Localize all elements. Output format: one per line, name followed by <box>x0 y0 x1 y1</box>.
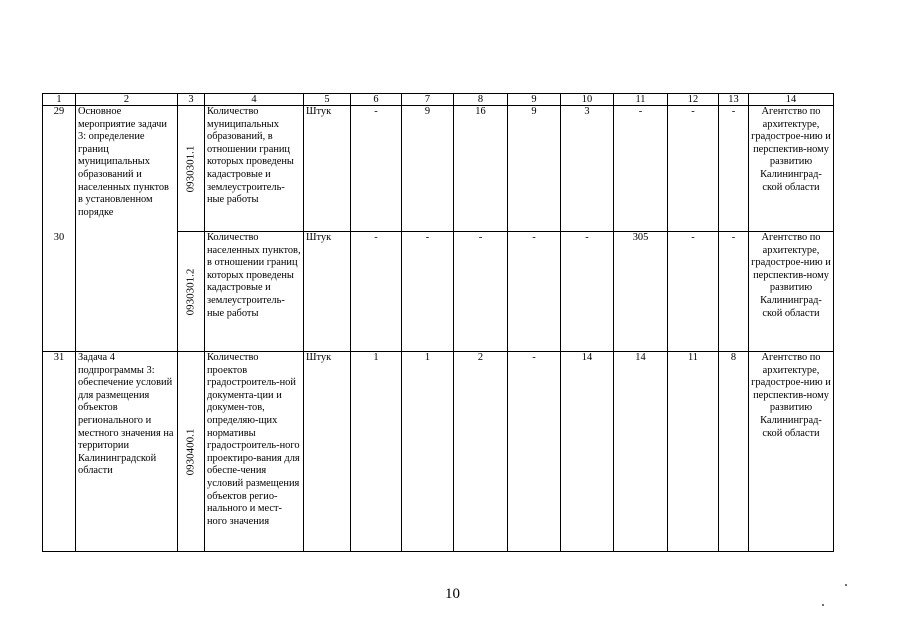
value-cell: 305 <box>614 232 668 352</box>
value-cell: 14 <box>561 352 614 552</box>
header-cell: 7 <box>402 94 454 106</box>
value-cell: - <box>402 232 454 352</box>
indicator-cell: Количество проектов градостроитель-ной документа-ции и докумен-тов, определяю-щих нормативы градостроитель-ного проектиро-вания для обеспе-чения условий размещения объектов регио-нального и мест-ного значения <box>205 352 304 552</box>
value-cell: 14 <box>614 352 668 552</box>
scan-speck <box>822 604 824 606</box>
header-cell: 2 <box>76 94 178 106</box>
header-cell: 8 <box>454 94 508 106</box>
value-cell: 3 <box>561 106 614 232</box>
scan-speck <box>845 584 847 586</box>
header-cell: 11 <box>614 94 668 106</box>
header-cell: 1 <box>43 94 76 106</box>
code-cell <box>178 352 205 552</box>
row-number-cell <box>43 106 76 352</box>
value-cell: - <box>668 106 719 232</box>
header-cell: 5 <box>304 94 351 106</box>
value-cell: - <box>719 232 749 352</box>
row-number: 30 <box>53 232 65 243</box>
row-number: 31 <box>43 352 76 552</box>
value-cell: 16 <box>454 106 508 232</box>
value-cell: 9 <box>402 106 454 232</box>
row-number: 29 <box>53 106 65 117</box>
value-cell: - <box>614 106 668 232</box>
value-cell: - <box>508 352 561 552</box>
value-cell: 1 <box>351 352 402 552</box>
indicators-table <box>42 93 834 552</box>
agency-cell: Агентство по архитектуре, градострое-нию и перспектив-ному развитию Калининград-ской области <box>749 106 834 232</box>
unit-cell: Штук <box>304 352 351 552</box>
value-cell: 8 <box>719 352 749 552</box>
table-header-row <box>43 94 834 106</box>
value-cell: - <box>454 232 508 352</box>
value-cell: 2 <box>454 352 508 552</box>
value-cell: - <box>719 106 749 232</box>
activity-cell: Основное мероприятие задачи 3: определение границ муниципальных образований и населенных пунктов в установленном порядке <box>76 106 178 352</box>
value-cell: - <box>668 232 719 352</box>
value-cell: - <box>351 106 402 232</box>
activity-cell: Задача 4 подпрограммы 3: обеспечение условий для размещения объектов регионального и местного значения на территории Калининградской области <box>76 352 178 552</box>
indicator-code: 0930301.2 <box>184 268 197 315</box>
header-cell: 9 <box>508 94 561 106</box>
page-number: 10 <box>445 586 460 602</box>
header-cell: 13 <box>719 94 749 106</box>
indicator-cell: Количество населенных пунктов, в отношении границ которых проведены кадастровые и землеустроитель-ные работы <box>205 232 304 352</box>
indicator-code: 0930301.1 <box>184 145 197 192</box>
agency-cell: Агентство по архитектуре, градострое-нию и перспектив-ному развитию Калининград-ской области <box>749 232 834 352</box>
header-cell: 14 <box>749 94 834 106</box>
unit-cell: Штук <box>304 106 351 232</box>
value-cell: 9 <box>508 106 561 232</box>
table-row <box>43 106 834 232</box>
table-row <box>43 352 834 552</box>
indicator-code: 0930400.1 <box>184 428 197 475</box>
value-cell: - <box>351 232 402 352</box>
value-cell: 1 <box>402 352 454 552</box>
code-cell <box>178 106 205 232</box>
value-cell: - <box>508 232 561 352</box>
code-cell <box>178 232 205 352</box>
header-cell: 3 <box>178 94 205 106</box>
header-cell: 6 <box>351 94 402 106</box>
agency-cell: Агентство по архитектуре, градострое-нию и перспектив-ному развитию Калининград-ской области <box>749 352 834 552</box>
header-cell: 10 <box>561 94 614 106</box>
header-cell: 12 <box>668 94 719 106</box>
indicator-cell: Количество муниципальных образований, в отношении границ которых проведены кадастровые и землеустроитель-ные работы <box>205 106 304 232</box>
value-cell: - <box>561 232 614 352</box>
unit-cell: Штук <box>304 232 351 352</box>
header-cell: 4 <box>205 94 304 106</box>
value-cell: 11 <box>668 352 719 552</box>
